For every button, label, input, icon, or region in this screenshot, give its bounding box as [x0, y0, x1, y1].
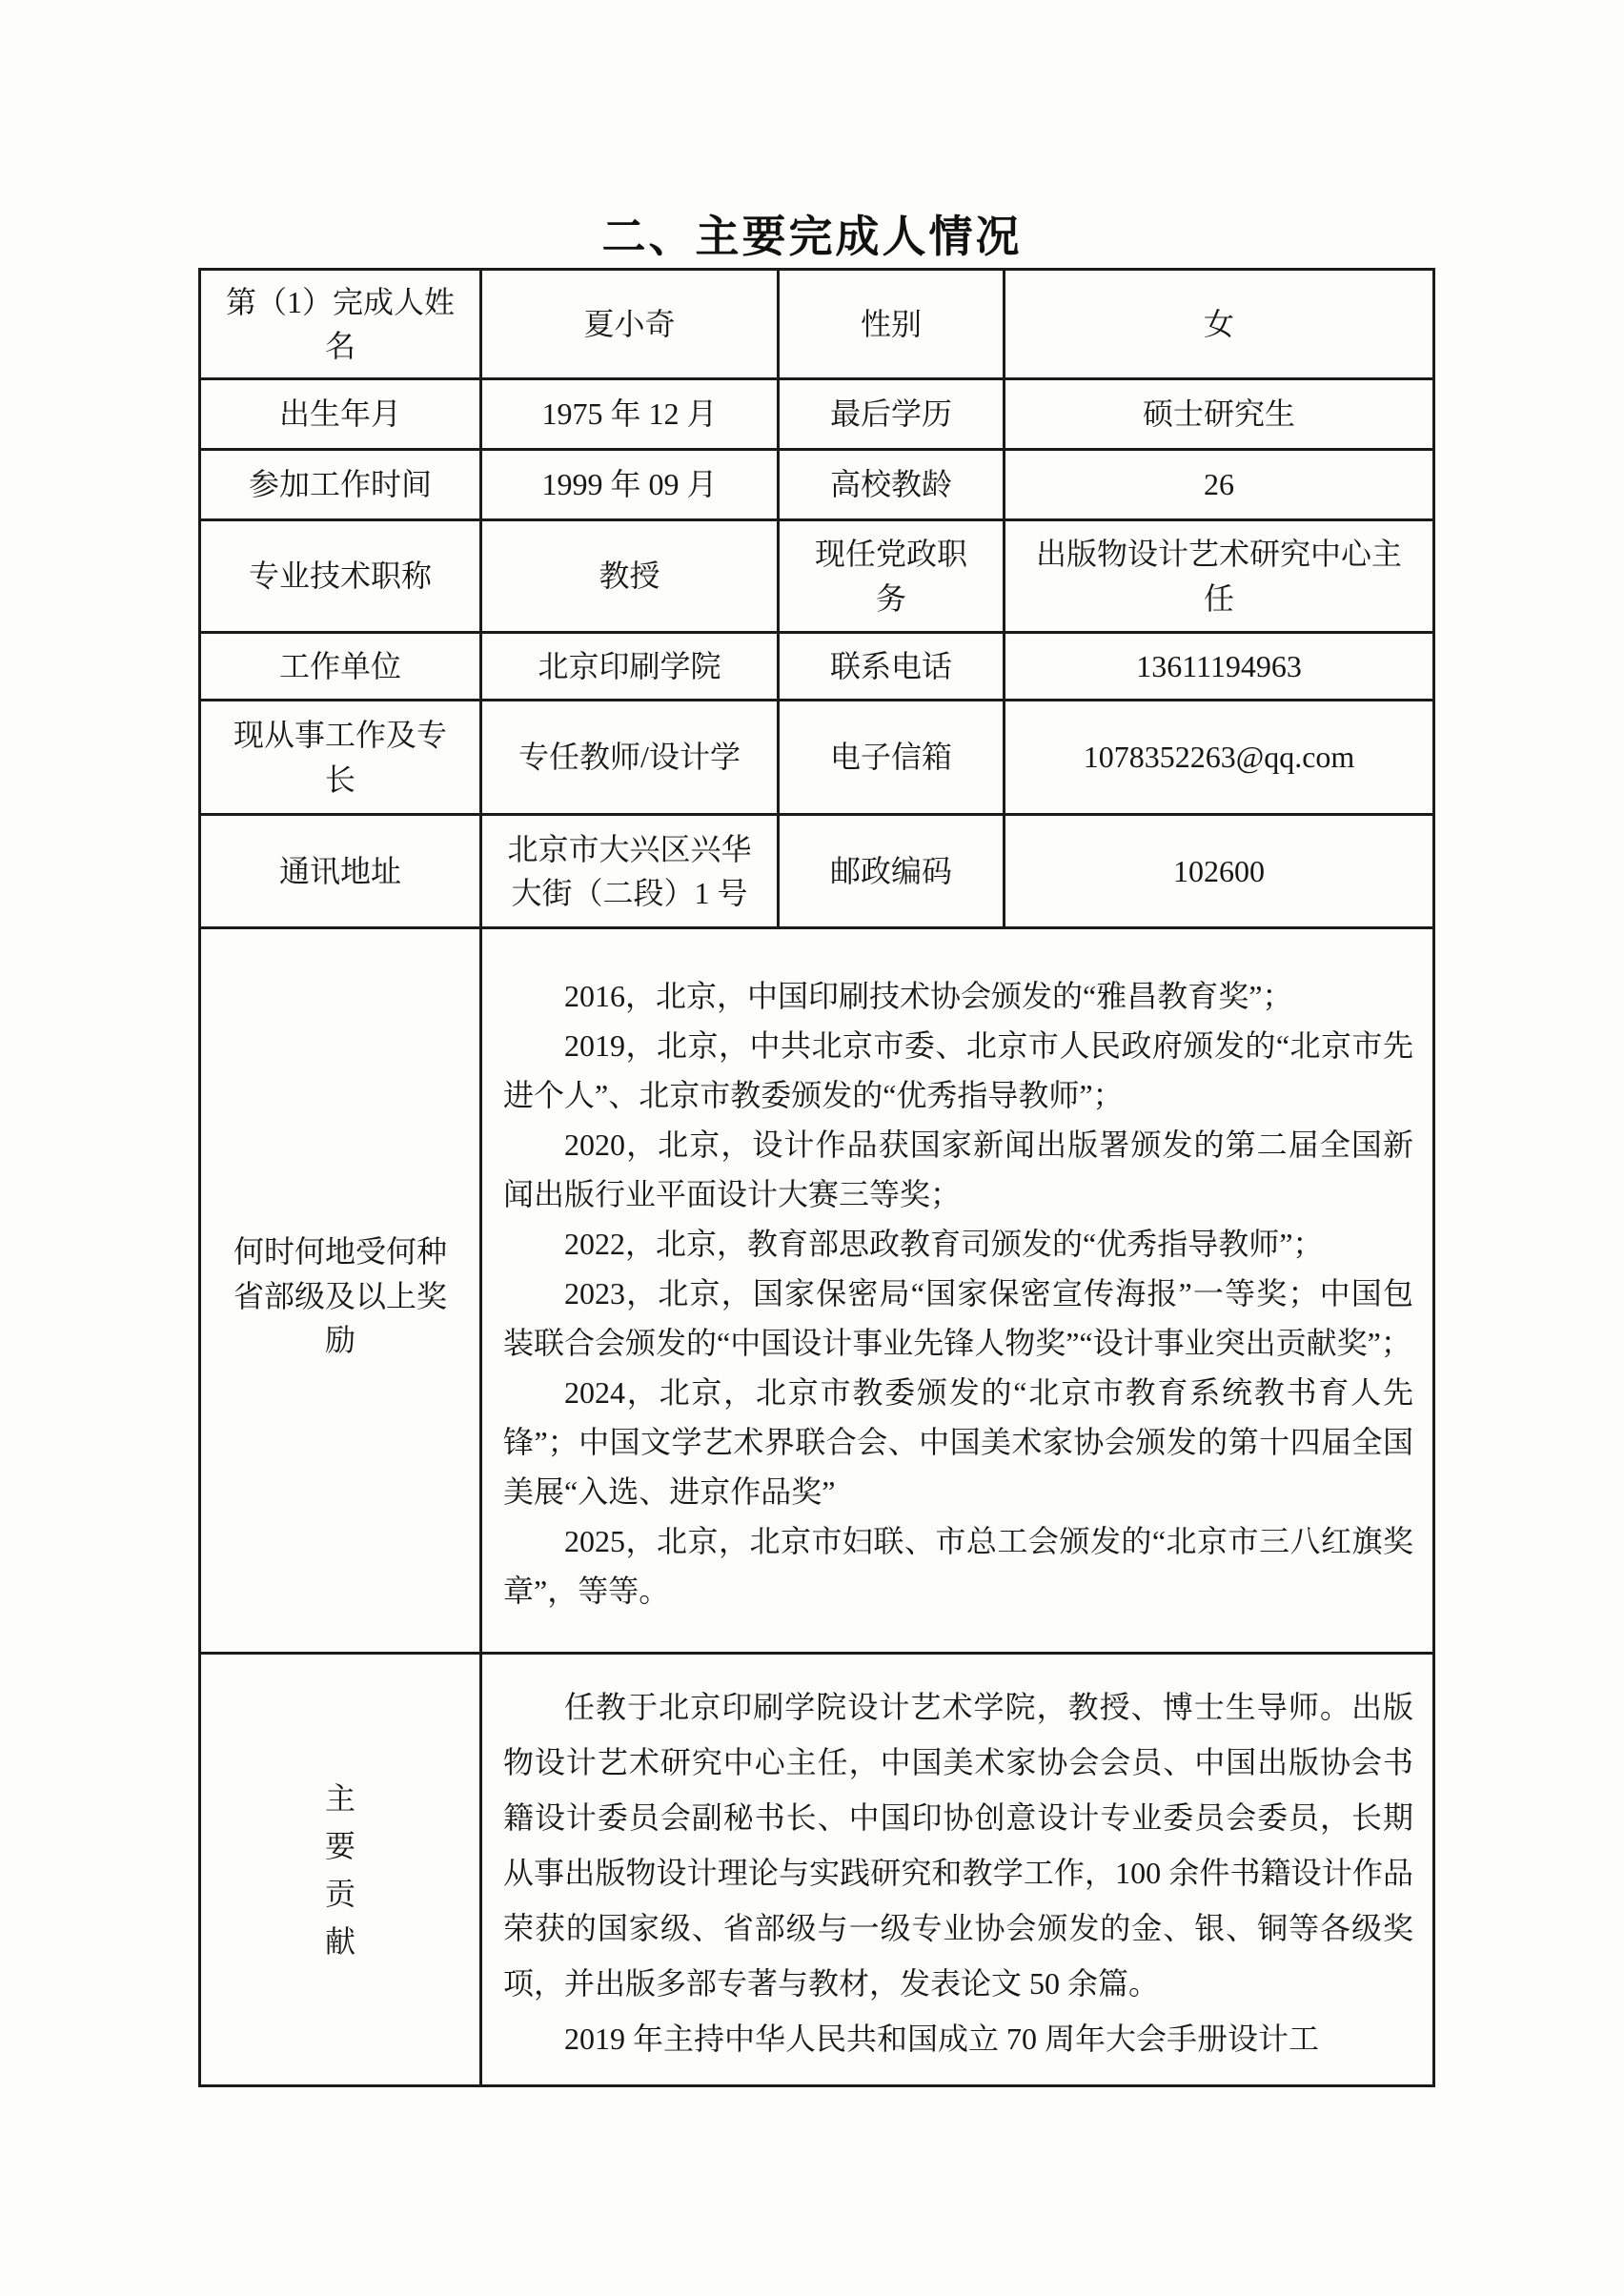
value-work-start-date: 1999 年 09 月: [481, 450, 779, 520]
label-gender: 性别: [779, 270, 1005, 379]
value-completer-name: 夏小奇: [481, 270, 779, 379]
contribution-paragraph: 2019 年主持中华人民共和国成立 70 周年大会手册设计工: [564, 2021, 1320, 2056]
value-gender: 女: [1005, 270, 1434, 379]
contribution-paragraph: 任教于北京印刷学院设计艺术学院，教授、博士生导师。出版物设计艺术研究中心主任，中国美术家协会会员、中国出版协会书籍设计委员会副秘书长、中国印协创意设计专业委员会委员，长期从事出版物设计理论与实践研究和教学工作，100 余件书籍设计作品荣获的国家级、省部级与一级专业协会颁发的金、银、铜等各级奖项，并出版多部专著与教材，发表论文 50 余篇。: [503, 1689, 1413, 2001]
contribution-label-char: 要: [324, 1828, 355, 1863]
awards-paragraph: 2024，北京，北京市教委颁发的“北京市教育系统教书育人先锋”；中国文学艺术界联合会、中国美术家协会颁发的第十四届全国美展“入选、进京作品奖”: [503, 1375, 1413, 1509]
contribution-content: [481, 1654, 1434, 2086]
awards-paragraph: 2023，北京，国家保密局“国家保密宣传海报”一等奖；中国包装联合会颁发的“中国设计事业先锋人物奖”“设计事业突出贡献奖”；: [503, 1276, 1413, 1360]
label-postal-code: 邮政编码: [779, 815, 1005, 928]
label-employer: 工作单位: [200, 633, 481, 701]
completer-info-table: [198, 268, 1435, 2087]
page-title: 二、主要完成人情况: [601, 212, 1023, 261]
label-current-work-specialty: 现从事工作及专长: [200, 701, 481, 815]
row-employer-phone: [200, 633, 1434, 701]
label-professional-title: 专业技术职称: [200, 520, 481, 633]
label-completer-name: 第（1）完成人姓名: [200, 270, 481, 379]
row-birth-education: [200, 379, 1434, 450]
row-main-contribution: [200, 1654, 1434, 2086]
row-work-start-teaching-age: [200, 450, 1434, 520]
value-final-education: 硕士研究生: [1005, 379, 1434, 450]
value-current-position: 出版物设计艺术研究中心主任: [1005, 520, 1434, 633]
value-mailing-address: 北京市大兴区兴华大街（二段）1 号: [481, 815, 779, 928]
label-birth-date: 出生年月: [200, 379, 481, 450]
row-address-postcode: [200, 815, 1434, 928]
row-awards: [200, 928, 1434, 1654]
contribution-label-char: 主: [324, 1780, 355, 1816]
label-mailing-address: 通讯地址: [200, 815, 481, 928]
label-main-contribution: [200, 1654, 481, 2086]
label-phone: 联系电话: [779, 633, 1005, 701]
label-teaching-age: 高校教龄: [779, 450, 1005, 520]
row-title-position: [200, 520, 1434, 633]
value-employer: 北京印刷学院: [481, 633, 779, 701]
label-current-position: 现任党政职务: [779, 520, 1005, 633]
awards-paragraph: 2020，北京，设计作品获国家新闻出版署颁发的第二届全国新闻出版行业平面设计大赛三等奖；: [503, 1128, 1413, 1211]
awards-paragraph: 2016，北京，中国印刷技术协会颁发的“雅昌教育奖”；: [564, 979, 1293, 1013]
label-work-start-date: 参加工作时间: [200, 450, 481, 520]
value-email: 1078352263@qq.com: [1005, 701, 1434, 815]
value-teaching-age: 26: [1005, 450, 1434, 520]
awards-paragraph: 2022，北京，教育部思政教育司颁发的“优秀指导教师”；: [564, 1227, 1324, 1261]
awards-content: [481, 928, 1434, 1654]
row-specialty-email: [200, 701, 1434, 815]
row-completer-name: [200, 270, 1434, 379]
value-current-work-specialty: 专任教师/设计学: [481, 701, 779, 815]
label-email: 电子信箱: [779, 701, 1005, 815]
awards-paragraph: 2019，北京，中共北京市委、北京市人民政府颁发的“北京市先进个人”、北京市教委颁发的“优秀指导教师”；: [503, 1028, 1413, 1112]
label-awards: 何时何地受何种省部级及以上奖励: [200, 928, 481, 1654]
awards-paragraph: 2025，北京，北京市妇联、市总工会颁发的“北京市三八红旗奖章”，等等。: [503, 1524, 1413, 1608]
value-professional-title: 教授: [481, 520, 779, 633]
contribution-label-char: 贡: [324, 1876, 355, 1911]
value-phone: 13611194963: [1005, 633, 1434, 701]
value-birth-date: 1975 年 12 月: [481, 379, 779, 450]
contribution-label-char: 献: [324, 1923, 355, 1959]
value-postal-code: 102600: [1005, 815, 1434, 928]
label-final-education: 最后学历: [779, 379, 1005, 450]
